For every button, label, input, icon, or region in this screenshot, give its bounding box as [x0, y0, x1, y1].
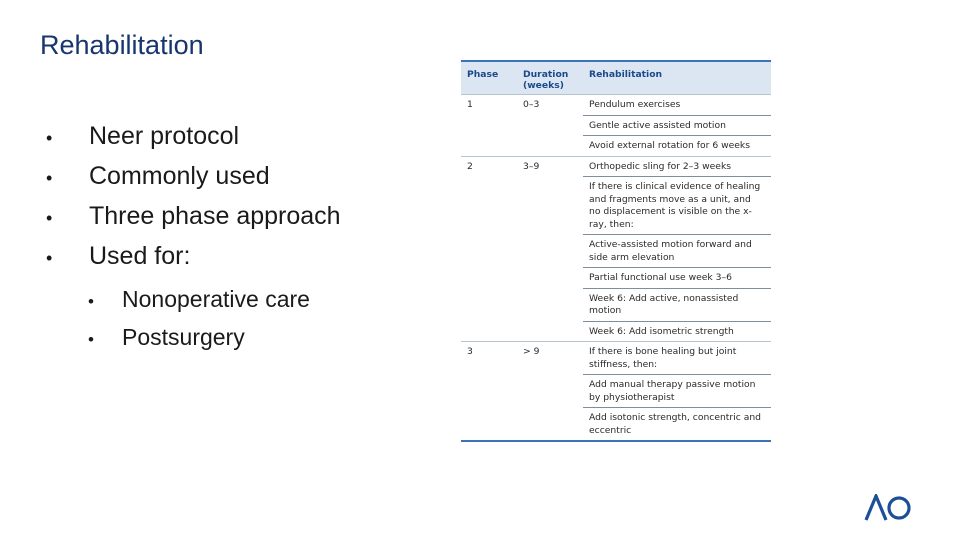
- bullet-list: [46, 122, 446, 362]
- duration-cell: 0–3: [523, 99, 540, 110]
- phase-cell: 2: [467, 160, 473, 172]
- table-row: [461, 94, 771, 156]
- table-row: [461, 156, 771, 342]
- table-row: [461, 341, 771, 442]
- rehab-item: If there is bone healing but joint stiffness, then:: [583, 342, 771, 375]
- bullet-text: Used for:: [89, 242, 191, 270]
- rehab-items: [583, 95, 771, 156]
- header-phase: Phase: [467, 69, 499, 80]
- bullet-item: [46, 162, 446, 202]
- bullet-text: Commonly used: [89, 162, 270, 190]
- bullet-text: Neer protocol: [89, 122, 240, 150]
- header-duration: Duration (weeks): [523, 69, 569, 91]
- rehab-item: Gentle active assisted motion: [583, 116, 771, 137]
- rehab-item: Week 6: Add active, nonassisted motion: [583, 289, 771, 322]
- sub-bullet-text: Nonoperative care: [122, 286, 310, 312]
- rehab-item: Orthopedic sling for 2–3 weeks: [583, 157, 771, 178]
- logo-letter-a: [866, 496, 886, 520]
- rehab-items: [583, 342, 771, 440]
- bullet-icon: •: [88, 330, 94, 349]
- bullet-icon: •: [46, 208, 53, 228]
- sub-bullet-list: [88, 286, 446, 362]
- rehab-item: Partial functional use week 3–6: [583, 268, 771, 289]
- table-header: [461, 60, 771, 94]
- rehab-item: Avoid external rotation for 6 weeks: [589, 140, 751, 151]
- bullet-icon: •: [46, 168, 53, 188]
- rehab-item: Add manual therapy passive motion by physiotherapist: [583, 375, 771, 408]
- slide-title: Rehabilitation: [40, 30, 204, 60]
- rehab-table: [461, 60, 771, 442]
- bullet-text: Three phase approach: [89, 202, 341, 230]
- phase-cell: 3: [467, 346, 473, 357]
- sub-bullet-text: Postsurgery: [122, 324, 245, 350]
- rehab-items: [583, 157, 771, 342]
- rehab-item: If there is clinical evidence of healing and fragments move as a unit, and no displacement is visible on the x-ray, then:: [583, 177, 771, 235]
- bullet-icon: •: [46, 248, 53, 268]
- bullet-item: [46, 122, 446, 162]
- duration-cell: 3–9: [523, 160, 540, 172]
- bullet-item: [46, 202, 446, 242]
- sub-bullet-item: [88, 286, 446, 324]
- rehab-item: Add isotonic strength, concentric and eccentric: [589, 412, 761, 436]
- duration-cell: > 9: [523, 346, 540, 357]
- bullet-item: [46, 242, 446, 282]
- bullet-icon: •: [46, 128, 53, 148]
- ao-logo: [864, 494, 912, 522]
- logo-letter-o: [889, 498, 909, 518]
- rehab-item: Active-assisted motion forward and side arm elevation: [583, 235, 771, 268]
- bullet-icon: •: [88, 292, 94, 311]
- header-rehabilitation: Rehabilitation: [589, 69, 663, 80]
- rehab-item: Week 6: Add isometric strength: [589, 325, 734, 337]
- rehab-item: Pendulum exercises: [583, 95, 771, 116]
- phase-cell: 1: [467, 99, 473, 110]
- sub-bullet-item: [88, 324, 446, 362]
